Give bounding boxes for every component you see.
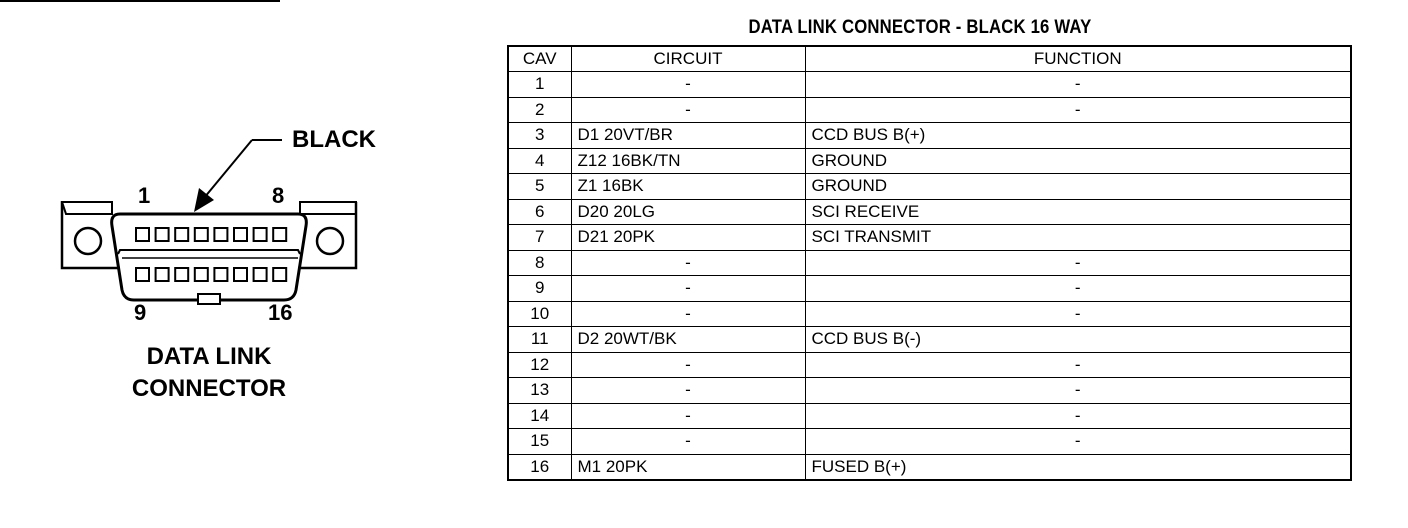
table-row bbox=[508, 174, 1351, 200]
pin-cavity bbox=[273, 268, 286, 281]
cav-cell: 9 bbox=[508, 276, 571, 302]
function-cell: FUSED B(+) bbox=[805, 454, 1351, 480]
table-title: DATA LINK CONNECTOR - BLACK 16 WAY bbox=[748, 17, 1092, 38]
circuit-cell: Z12 16BK/TN bbox=[571, 148, 805, 174]
circuit-cell: D2 20WT/BK bbox=[571, 327, 805, 353]
circuit-cell: Z1 16BK bbox=[571, 174, 805, 200]
pin-cavity bbox=[234, 228, 247, 241]
table-header-row bbox=[508, 46, 1351, 72]
table-row bbox=[508, 454, 1351, 480]
table-row bbox=[508, 301, 1351, 327]
connector-shell bbox=[112, 214, 307, 300]
table-row bbox=[508, 250, 1351, 276]
table-row bbox=[508, 72, 1351, 98]
pin-cavity bbox=[254, 228, 267, 241]
circuit-cell: D1 20VT/BR bbox=[571, 123, 805, 149]
function-cell: - bbox=[805, 250, 1351, 276]
shell-divider bbox=[118, 250, 300, 254]
function-cell: CCD BUS B(-) bbox=[805, 327, 1351, 353]
function-cell: SCI RECEIVE bbox=[805, 199, 1351, 225]
pin-cavity bbox=[136, 268, 149, 281]
function-cell: - bbox=[805, 403, 1351, 429]
table-row bbox=[508, 148, 1351, 174]
table-row bbox=[508, 352, 1351, 378]
cav-cell: 4 bbox=[508, 148, 571, 174]
cav-cell: 6 bbox=[508, 199, 571, 225]
table-row bbox=[508, 403, 1351, 429]
pin-cavity bbox=[214, 228, 227, 241]
circuit-cell: - bbox=[571, 72, 805, 98]
arrow-head bbox=[194, 188, 214, 212]
pin-cavity bbox=[214, 268, 227, 281]
cav-cell: 7 bbox=[508, 225, 571, 251]
cav-cell: 12 bbox=[508, 352, 571, 378]
table-row bbox=[508, 199, 1351, 225]
cav-cell: 15 bbox=[508, 429, 571, 455]
pin-cavity bbox=[175, 228, 188, 241]
left-mounting-ear bbox=[62, 202, 112, 214]
right-ear-body bbox=[298, 202, 356, 268]
connector-caption-line2: CONNECTOR bbox=[131, 375, 287, 402]
cav-cell: 11 bbox=[508, 327, 571, 353]
leader-line bbox=[204, 140, 252, 198]
function-cell: - bbox=[805, 301, 1351, 327]
table-row bbox=[508, 97, 1351, 123]
table-row bbox=[508, 123, 1351, 149]
function-cell: - bbox=[805, 429, 1351, 455]
circuit-cell: - bbox=[571, 301, 805, 327]
cav-cell: 5 bbox=[508, 174, 571, 200]
pin-label-16: 16 bbox=[268, 300, 293, 325]
pin-row-bottom bbox=[136, 268, 286, 281]
pin-cavity bbox=[175, 268, 188, 281]
pin-label-1: 1 bbox=[138, 183, 151, 208]
pin-label-9: 9 bbox=[134, 300, 147, 325]
circuit-cell: M1 20PK bbox=[571, 454, 805, 480]
function-cell: - bbox=[805, 97, 1351, 123]
cav-cell: 13 bbox=[508, 378, 571, 404]
connector-color-label: BLACK bbox=[292, 126, 376, 153]
table-row bbox=[508, 225, 1351, 251]
circuit-cell: - bbox=[571, 403, 805, 429]
function-cell: SCI TRANSMIT bbox=[805, 225, 1351, 251]
pin-cavity bbox=[195, 268, 208, 281]
circuit-cell: D20 20LG bbox=[571, 199, 805, 225]
header-circuit: CIRCUIT bbox=[571, 46, 805, 72]
pin-cavity bbox=[156, 228, 169, 241]
pin-cavity bbox=[156, 268, 169, 281]
function-cell: CCD BUS B(+) bbox=[805, 123, 1351, 149]
pin-cavity bbox=[195, 228, 208, 241]
cav-cell: 10 bbox=[508, 301, 571, 327]
pin-cavity bbox=[234, 268, 247, 281]
cav-cell: 14 bbox=[508, 403, 571, 429]
circuit-cell: - bbox=[571, 250, 805, 276]
key-tab bbox=[198, 294, 220, 304]
right-mounting-hole bbox=[317, 228, 343, 254]
circuit-cell: - bbox=[571, 352, 805, 378]
function-cell: GROUND bbox=[805, 148, 1351, 174]
function-cell: - bbox=[805, 72, 1351, 98]
pin-row-top bbox=[136, 228, 286, 241]
header-function: FUNCTION bbox=[805, 46, 1351, 72]
cav-cell: 2 bbox=[508, 97, 571, 123]
circuit-cell: - bbox=[571, 97, 805, 123]
pin-cavity bbox=[273, 228, 286, 241]
function-cell: - bbox=[805, 276, 1351, 302]
cav-cell: 16 bbox=[508, 454, 571, 480]
table-row bbox=[508, 429, 1351, 455]
pinout-table bbox=[507, 45, 1352, 481]
pin-label-8: 8 bbox=[272, 183, 285, 208]
connector-diagram bbox=[0, 0, 460, 420]
pin-cavity bbox=[136, 228, 149, 241]
circuit-cell: - bbox=[571, 276, 805, 302]
circuit-cell: - bbox=[571, 429, 805, 455]
function-cell: - bbox=[805, 352, 1351, 378]
connector-caption-line1: DATA LINK bbox=[146, 343, 272, 370]
left-mounting-hole bbox=[75, 228, 101, 254]
circuit-cell: - bbox=[571, 378, 805, 404]
table-row bbox=[508, 276, 1351, 302]
function-cell: - bbox=[805, 378, 1351, 404]
cav-cell: 8 bbox=[508, 250, 571, 276]
table-row bbox=[508, 327, 1351, 353]
header-cav: CAV bbox=[508, 46, 571, 72]
circuit-cell: D21 20PK bbox=[571, 225, 805, 251]
pin-cavity bbox=[254, 268, 267, 281]
function-cell: GROUND bbox=[805, 174, 1351, 200]
table-row bbox=[508, 378, 1351, 404]
cav-cell: 3 bbox=[508, 123, 571, 149]
cav-cell: 1 bbox=[508, 72, 571, 98]
right-mounting-ear bbox=[300, 202, 356, 214]
